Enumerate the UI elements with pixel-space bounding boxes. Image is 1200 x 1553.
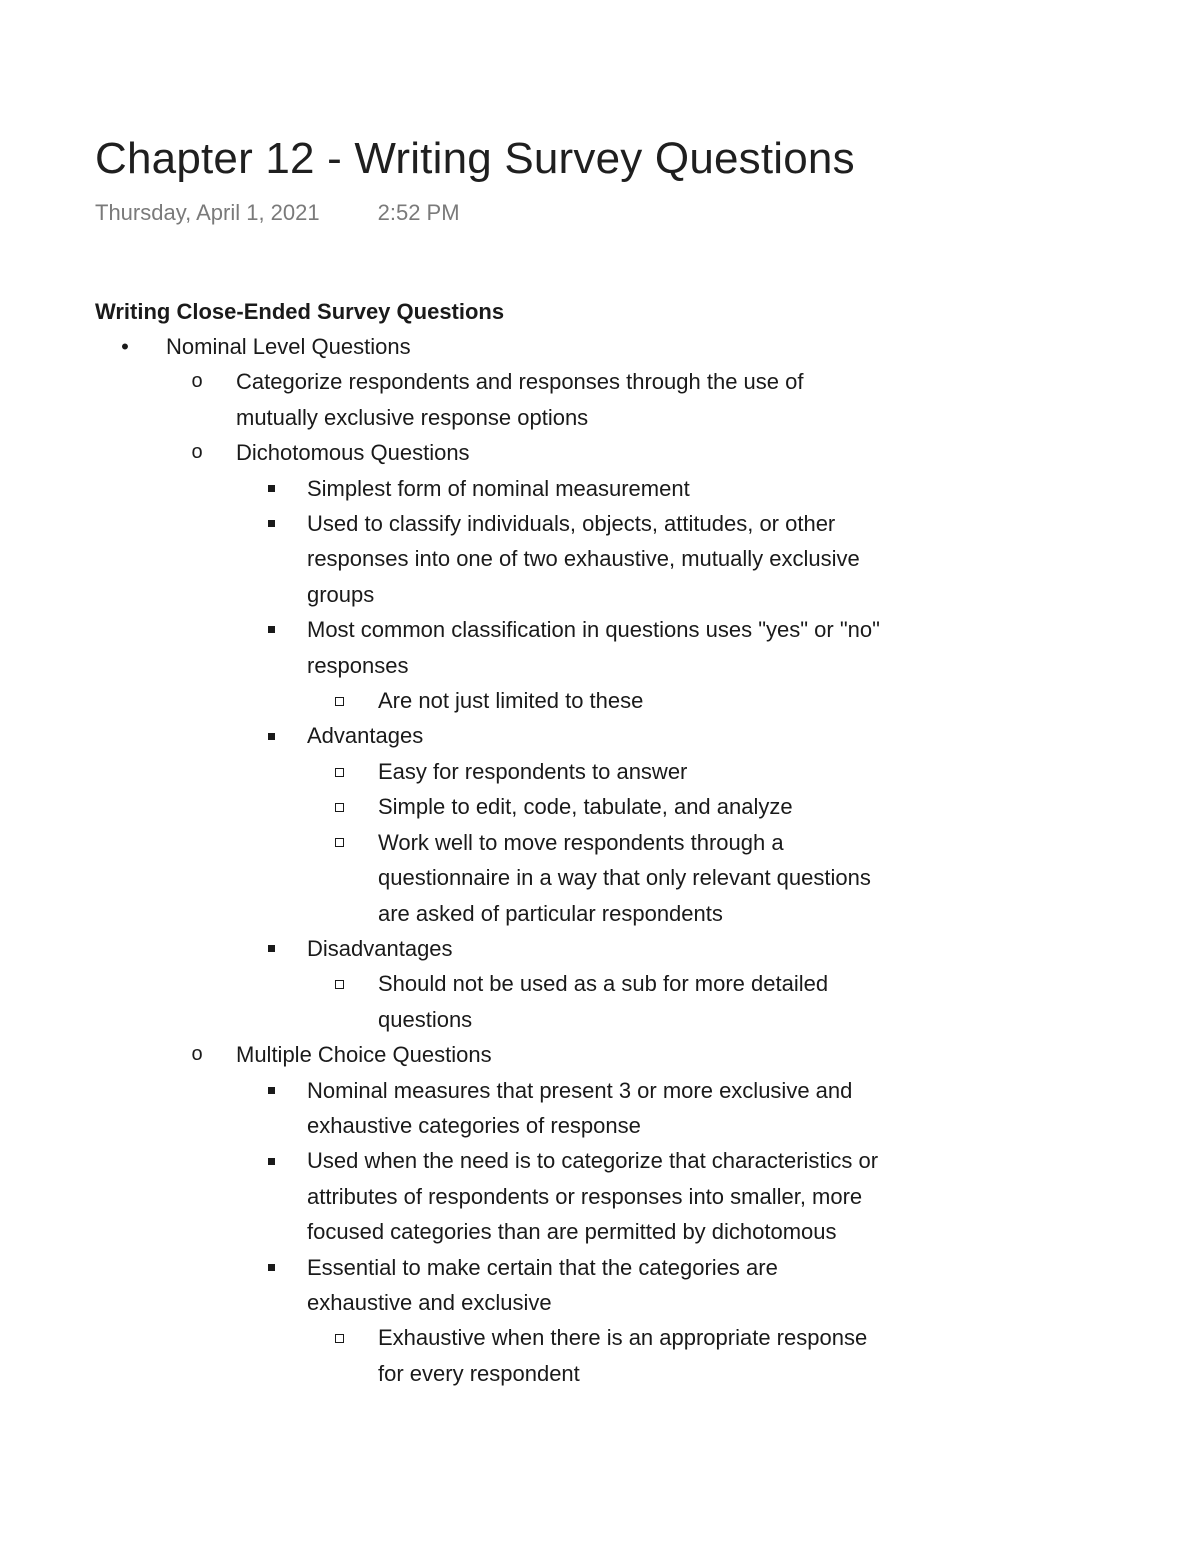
page-title: Chapter 12 - Writing Survey Questions (95, 134, 855, 183)
square-bullet-icon (261, 931, 281, 966)
outline-item (95, 966, 1105, 1037)
outline-item-text: Advantages (307, 723, 424, 749)
outline-item (95, 506, 1105, 612)
outline-item (95, 364, 1105, 435)
outline-item-text: Should not be used as a sub for more detailed questions (378, 971, 829, 1032)
outline-item (95, 435, 1105, 470)
square-bullet-icon (261, 612, 281, 647)
outline-item-text: Easy for respondents to answer (378, 758, 688, 784)
page-date: Thursday, April 1, 2021 (95, 200, 320, 225)
circle-bullet-icon: o (191, 441, 203, 464)
outline-item-text: Dichotomous Questions (236, 440, 470, 466)
outline-item (95, 718, 1105, 753)
outline-item-text: Nominal measures that present 3 or more exclusive and exhaustive categories of response (307, 1077, 853, 1138)
box-bullet-icon (329, 754, 349, 789)
outline-item (95, 683, 1105, 718)
square-bullet-icon (261, 471, 281, 506)
outline-item (95, 329, 1105, 364)
outline-item-text: Work well to move respondents through a questionnaire in a way that only relevant questions are asked of particular respondents (378, 829, 871, 926)
outline-item-text: Essential to make certain that the categories are exhaustive and exclusive (307, 1254, 778, 1315)
outline-item-text: Disadvantages (307, 935, 453, 961)
outline-list (95, 329, 1105, 1391)
outline-item (95, 1073, 1105, 1144)
outline-item (95, 1037, 1105, 1072)
box-bullet-icon (329, 789, 349, 824)
outline-item (95, 789, 1105, 824)
outline-item (95, 931, 1105, 966)
bullet-icon: • (121, 334, 129, 359)
outline-item-text: Simplest form of nominal measurement (307, 475, 690, 501)
outline-item (95, 1250, 1105, 1321)
square-bullet-icon (261, 1143, 281, 1178)
outline-item (95, 825, 1105, 931)
outline-item-text: Most common classification in questions uses "yes" or "no" responses (307, 617, 880, 678)
box-bullet-icon (329, 683, 349, 718)
outline-item-text: Multiple Choice Questions (236, 1042, 492, 1068)
square-bullet-icon (261, 718, 281, 753)
circle-bullet-icon: o (191, 1043, 203, 1066)
outline-item-text: Used to classify individuals, objects, attitudes, or other responses into one of two exhaustive, mutually exclusive groups (307, 511, 860, 607)
outline-item-text: Categorize respondents and responses through the use of mutually exclusive response options (236, 369, 804, 430)
note-outline (95, 294, 1105, 1437)
page-time: 2:52 PM (377, 200, 460, 225)
box-bullet-icon (329, 966, 349, 1001)
box-bullet-icon (329, 1320, 349, 1355)
page-timestamp (95, 198, 460, 228)
square-bullet-icon (261, 1073, 281, 1108)
outline-item-text: Used when the need is to categorize that characteristics or attributes of respondents or responses into smaller, more focused categories than are permitted by dichotomous (307, 1148, 879, 1245)
outline-item (95, 754, 1105, 789)
box-bullet-icon (329, 825, 349, 860)
square-bullet-icon (261, 1250, 281, 1285)
outline-item-text: Exhaustive when there is an appropriate response for every respondent (378, 1325, 868, 1386)
outline-item (95, 1143, 1105, 1249)
outline-item-text: Are not just limited to these (378, 688, 644, 714)
outline-item-text: Simple to edit, code, tabulate, and analyze (378, 794, 793, 820)
outline-item (95, 471, 1105, 506)
outline-item (95, 612, 1105, 683)
circle-bullet-icon: o (191, 370, 203, 393)
square-bullet-icon (261, 506, 281, 541)
section-heading: Writing Close-Ended Survey Questions (95, 299, 505, 324)
outline-item (95, 1320, 1105, 1391)
outline-item-text: Nominal Level Questions (166, 334, 411, 359)
